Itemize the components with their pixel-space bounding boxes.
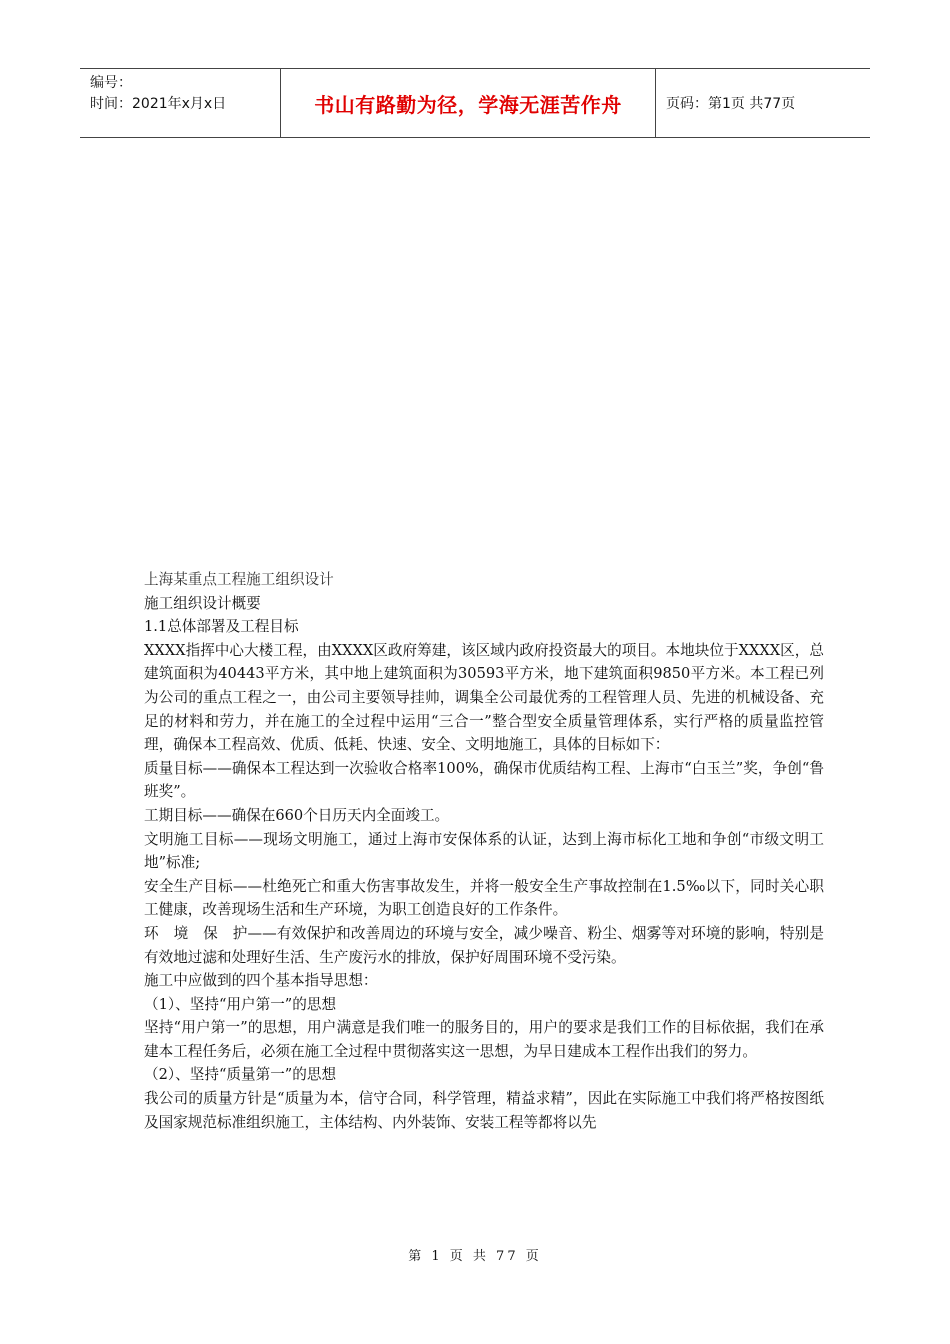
- paragraph: 安全生产目标——杜绝死亡和重大伤害事故发生，并将一般安全生产事故控制在1.5‰以下，同时关心职工健康，改善现场生活和生产环境，为职工创造良好的工作条件。: [144, 877, 824, 919]
- document-title: 上海某重点工程施工组织设计: [144, 571, 334, 588]
- list-heading: （2）、坚持“质量第一”的思想: [144, 1066, 337, 1084]
- section-heading: 施工组织设计概要: [144, 594, 261, 612]
- document-body: [144, 568, 824, 1134]
- paragraph: 工期目标——确保在660个日历天内全面竣工。: [144, 806, 450, 824]
- time-label: 时间：2021年x月x日: [90, 96, 227, 112]
- page-header: [80, 68, 870, 138]
- paragraph: 环 境 保 护——有效保护和改善周边的环境与安全，减少噪音、粉尘、烟雾等对环境的影响，特别是有效地过滤和处理好生活、生产废污水的排放，保护好周围环境不受污染。: [144, 924, 824, 966]
- paragraph: 我公司的质量方针是“质量为本，信守合同，科学管理，精益求精”，因此在实际施工中我们将严格按图纸及国家规范标准组织施工，主体结构、内外装饰、安装工程等都将以先: [144, 1090, 824, 1131]
- list-heading: （1）、坚持“用户第一”的思想: [144, 995, 337, 1013]
- header-motto: 书山有路勤为径，学海无涯苦作舟: [281, 69, 656, 137]
- paragraph: XXXX指挥中心大楼工程，由XXXX区政府筹建，该区域内政府投资最大的项目。本地块位于XXXX区，总建筑面积为40443平方米，其中地上建筑面积为30593平方米，地下建筑面积9850平方米。本工程已列为公司的重点工程之一，由公司主要领导挂帅，调集全公司最优秀的工程管理人员、先进的机械设备、充足的材料和劳力，并在施工的全过程中运用“三合一”整合型安全质量管理体系，实行严格的质量监控管理，确保本工程高效、优质、低耗、快速、安全、文明地施工，具体的目标如下：: [144, 641, 824, 754]
- header-meta: [80, 69, 281, 137]
- page-footer: 第 1 页 共 77 页: [408, 1249, 542, 1264]
- paragraph: 施工中应做到的四个基本指导思想：: [144, 972, 378, 990]
- number-label: 编号：: [90, 75, 132, 91]
- subsection-heading: 1.1总体部署及工程目标: [144, 618, 299, 636]
- paragraph: 坚持“用户第一”的思想，用户满意是我们唯一的服务目的，用户的要求是我们工作的目标依据，我们在承建本工程任务后，必须在施工全过程中贯彻落实这一思想，为早日建成本工程作出我们的努力。: [144, 1019, 824, 1060]
- paragraph: 质量目标——确保本工程达到一次验收合格率100%，确保市优质结构工程、上海市“白玉兰”奖，争创“鲁班奖”。: [144, 759, 824, 801]
- header-page-info: 页码：第1页 共77页: [666, 96, 796, 112]
- paragraph: 文明施工目标——现场文明施工，通过上海市安保体系的认证，达到上海市标化工地和争创“市级文明工地”标准;: [144, 830, 824, 872]
